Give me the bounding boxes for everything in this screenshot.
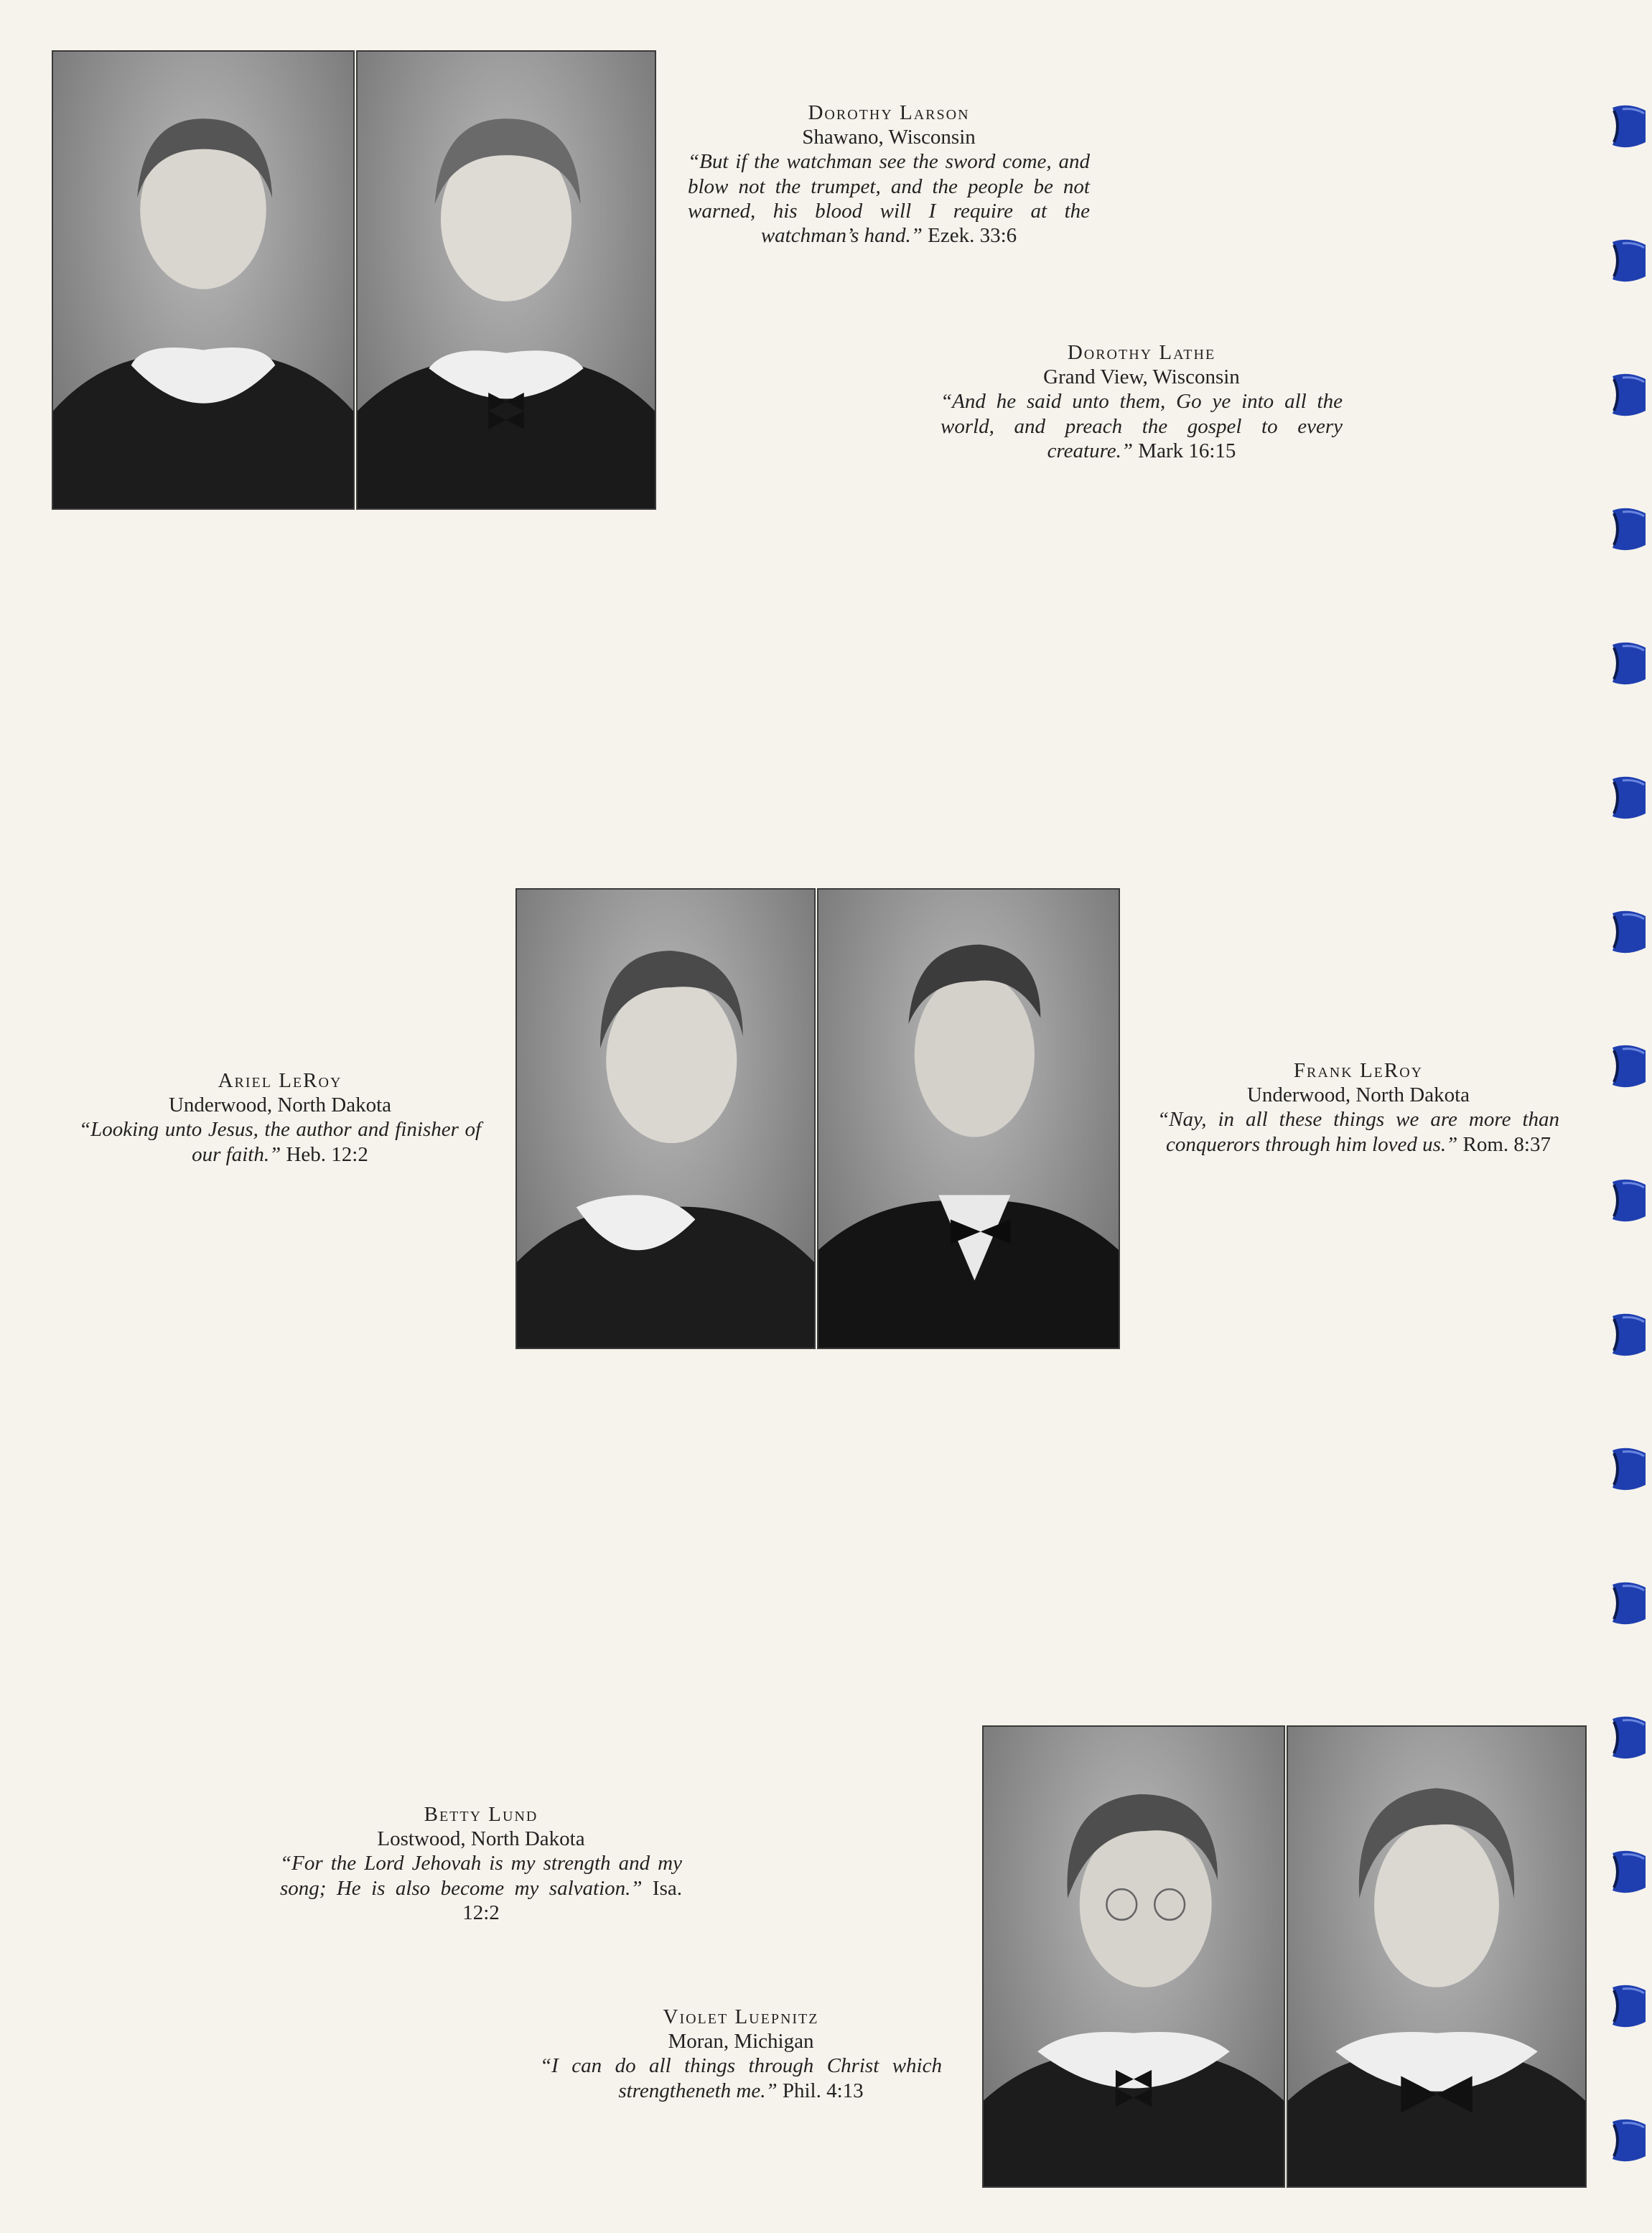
entry-name: Dorothy Larson [808,101,970,124]
entry-place: Grand View, Wisconsin [1043,365,1240,389]
spiral-binding-ring [1607,772,1648,824]
entry-dorothy-lathe [941,340,1343,463]
entry-name: Betty Lund [424,1803,538,1826]
portrait-betty-lund [982,1725,1285,2188]
spiral-binding-ring [1607,1175,1648,1226]
entry-place: Underwood, North Dakota [168,1094,392,1117]
spiral-binding-ring [1607,1577,1648,1629]
entry-place: Moran, Michigan [668,2030,814,2053]
entry-name: Frank LeRoy [1293,1059,1424,1082]
entry-betty-lund [280,1802,682,1925]
spiral-binding-ring [1607,1040,1648,1092]
spiral-binding-ring [1607,1309,1648,1361]
spiral-binding-ring [1607,1846,1648,1898]
spiral-binding-ring [1607,638,1648,689]
portrait-frank-leroy [817,888,1120,1349]
spiral-binding-ring [1607,906,1648,958]
spiral-binding-ring [1607,369,1648,421]
entry-quote: “I can do all things through Christ which strengtheneth me.” Phil. 4:13 [540,2054,942,2102]
spiral-binding-ring [1607,1712,1648,1763]
entry-name: Violet Luepnitz [663,2005,819,2028]
entry-quote: “Looking unto Jesus, the author and finisher of our faith.” Heb. 12:2 [79,1118,481,1166]
portrait-violet-luepnitz [1287,1725,1587,2188]
portrait-ariel-leroy [515,888,816,1349]
entry-place: Shawano, Wisconsin [802,126,976,149]
spiral-binding-ring [1607,1980,1648,2032]
spiral-binding-ring [1607,2115,1648,2166]
entry-quote: “For the Lord Jehovah is my strength and my song; He is also become my salvation.” Isa. 12:2 [280,1852,682,1924]
entry-name: Ariel LeRoy [218,1069,342,1092]
portrait-dorothy-larson [52,50,355,510]
entry-quote: “And he said unto them, Go ye into all the world, and preach the gospel to every creature.” Mark 16:15 [941,390,1343,462]
entry-name: Dorothy Lathe [1067,341,1216,364]
entry-dorothy-larson [688,101,1090,248]
entry-place: Lostwood, North Dakota [377,1827,585,1851]
entry-place: Underwood, North Dakota [1246,1083,1470,1107]
spiral-binding-ring [1607,235,1648,286]
entry-quote: “Nay, in all these things we are more than conquerors through him loved us.” Rom. 8:37 [1157,1108,1559,1156]
spiral-binding-ring [1607,1443,1648,1495]
entry-quote: “But if the watchman see the sword come, and blow not the trumpet, and the people be not warned, his blood will I require at the watchman’s hand.” Ezek. 33:6 [688,150,1090,248]
portrait-dorothy-lathe [356,50,656,510]
entry-ariel-leroy [79,1068,481,1167]
entry-violet-luepnitz [540,2005,942,2103]
spiral-binding-ring [1607,101,1648,152]
spiral-binding-ring [1607,503,1648,555]
entry-frank-leroy [1157,1058,1559,1157]
